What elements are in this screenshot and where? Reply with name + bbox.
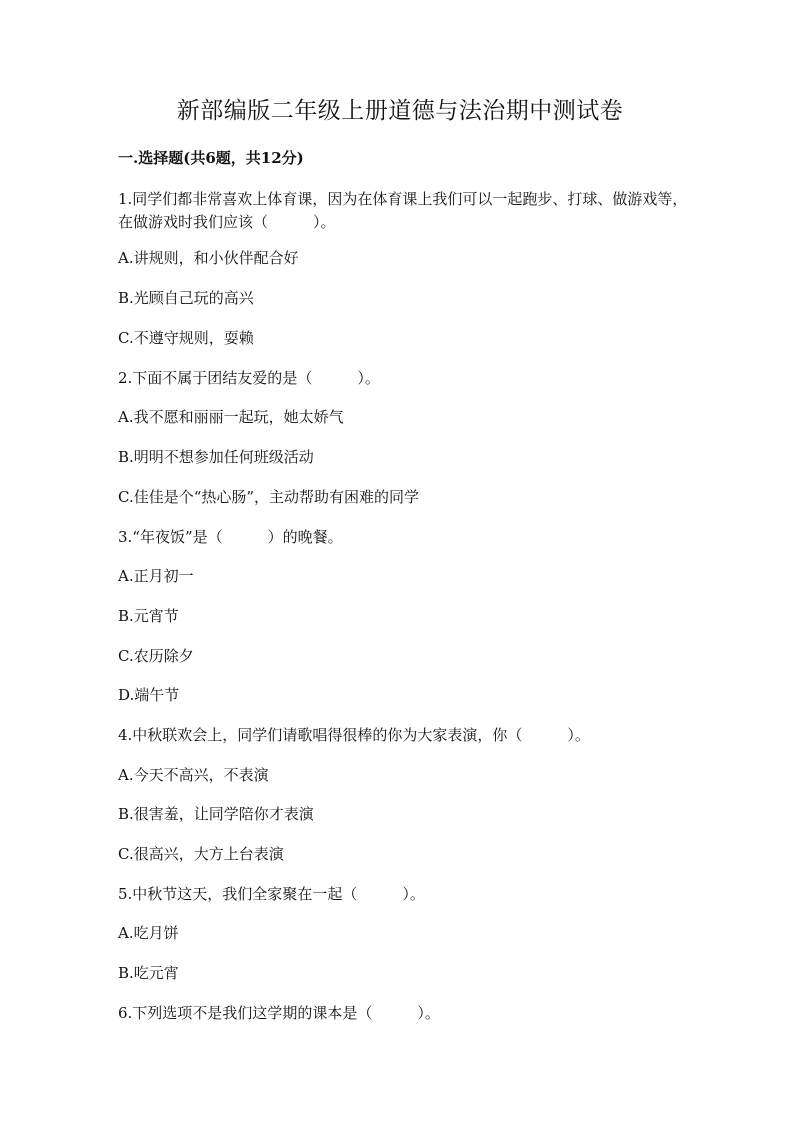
question-stem: 3.“年夜饭”是（ ）的晚餐。: [118, 528, 343, 546]
question-option: B.元宵节: [118, 607, 179, 625]
question-option: A.正月初一: [118, 567, 194, 585]
question-option: C.不遵守规则，耍赖: [118, 329, 254, 347]
question-stem: 5.中秋节这天，我们全家聚在一起（ ）。: [118, 885, 425, 903]
question-option: B.明明不想参加任何班级活动: [118, 448, 314, 466]
question-option: B.光顾自己玩的高兴: [118, 289, 254, 307]
question-option: C.农历除夕: [118, 647, 194, 665]
question-option: D.端午节: [118, 686, 180, 704]
question-option: C.佳佳是个“热心肠”，主动帮助有困难的同学: [118, 488, 420, 506]
section-heading: 一.选择题(共6题，共12分): [118, 149, 304, 167]
question-option: A.今天不高兴，不表演: [118, 766, 269, 784]
question-stem: 2.下面不属于团结友爱的是（ ）。: [118, 369, 380, 387]
question-stem: 1.同学们都非常喜欢上体育课，因为在体育课上我们可以一起跑步、打球、做游戏等，在做游戏时我们应该（ ）。: [118, 190, 688, 231]
question-stem: 6.下列选项不是我们这学期的课本是（ ）。: [118, 1004, 440, 1022]
question-option: A.我不愿和丽丽一起玩，她太娇气: [118, 408, 344, 426]
question-option: A.吃月饼: [118, 924, 179, 942]
question-option: B.很害羞，让同学陪你才表演: [118, 805, 314, 823]
question-option: C.很高兴，大方上台表演: [118, 845, 284, 863]
question-option: B.吃元宵: [118, 964, 179, 982]
question-stem: 4.中秋联欢会上，同学们请歌唱得很棒的你为大家表演，你（ ）。: [118, 726, 590, 744]
question-option: A.讲规则，和小伙伴配合好: [118, 249, 299, 267]
page-title: 新部编版二年级上册道德与法治期中测试卷: [176, 98, 624, 124]
